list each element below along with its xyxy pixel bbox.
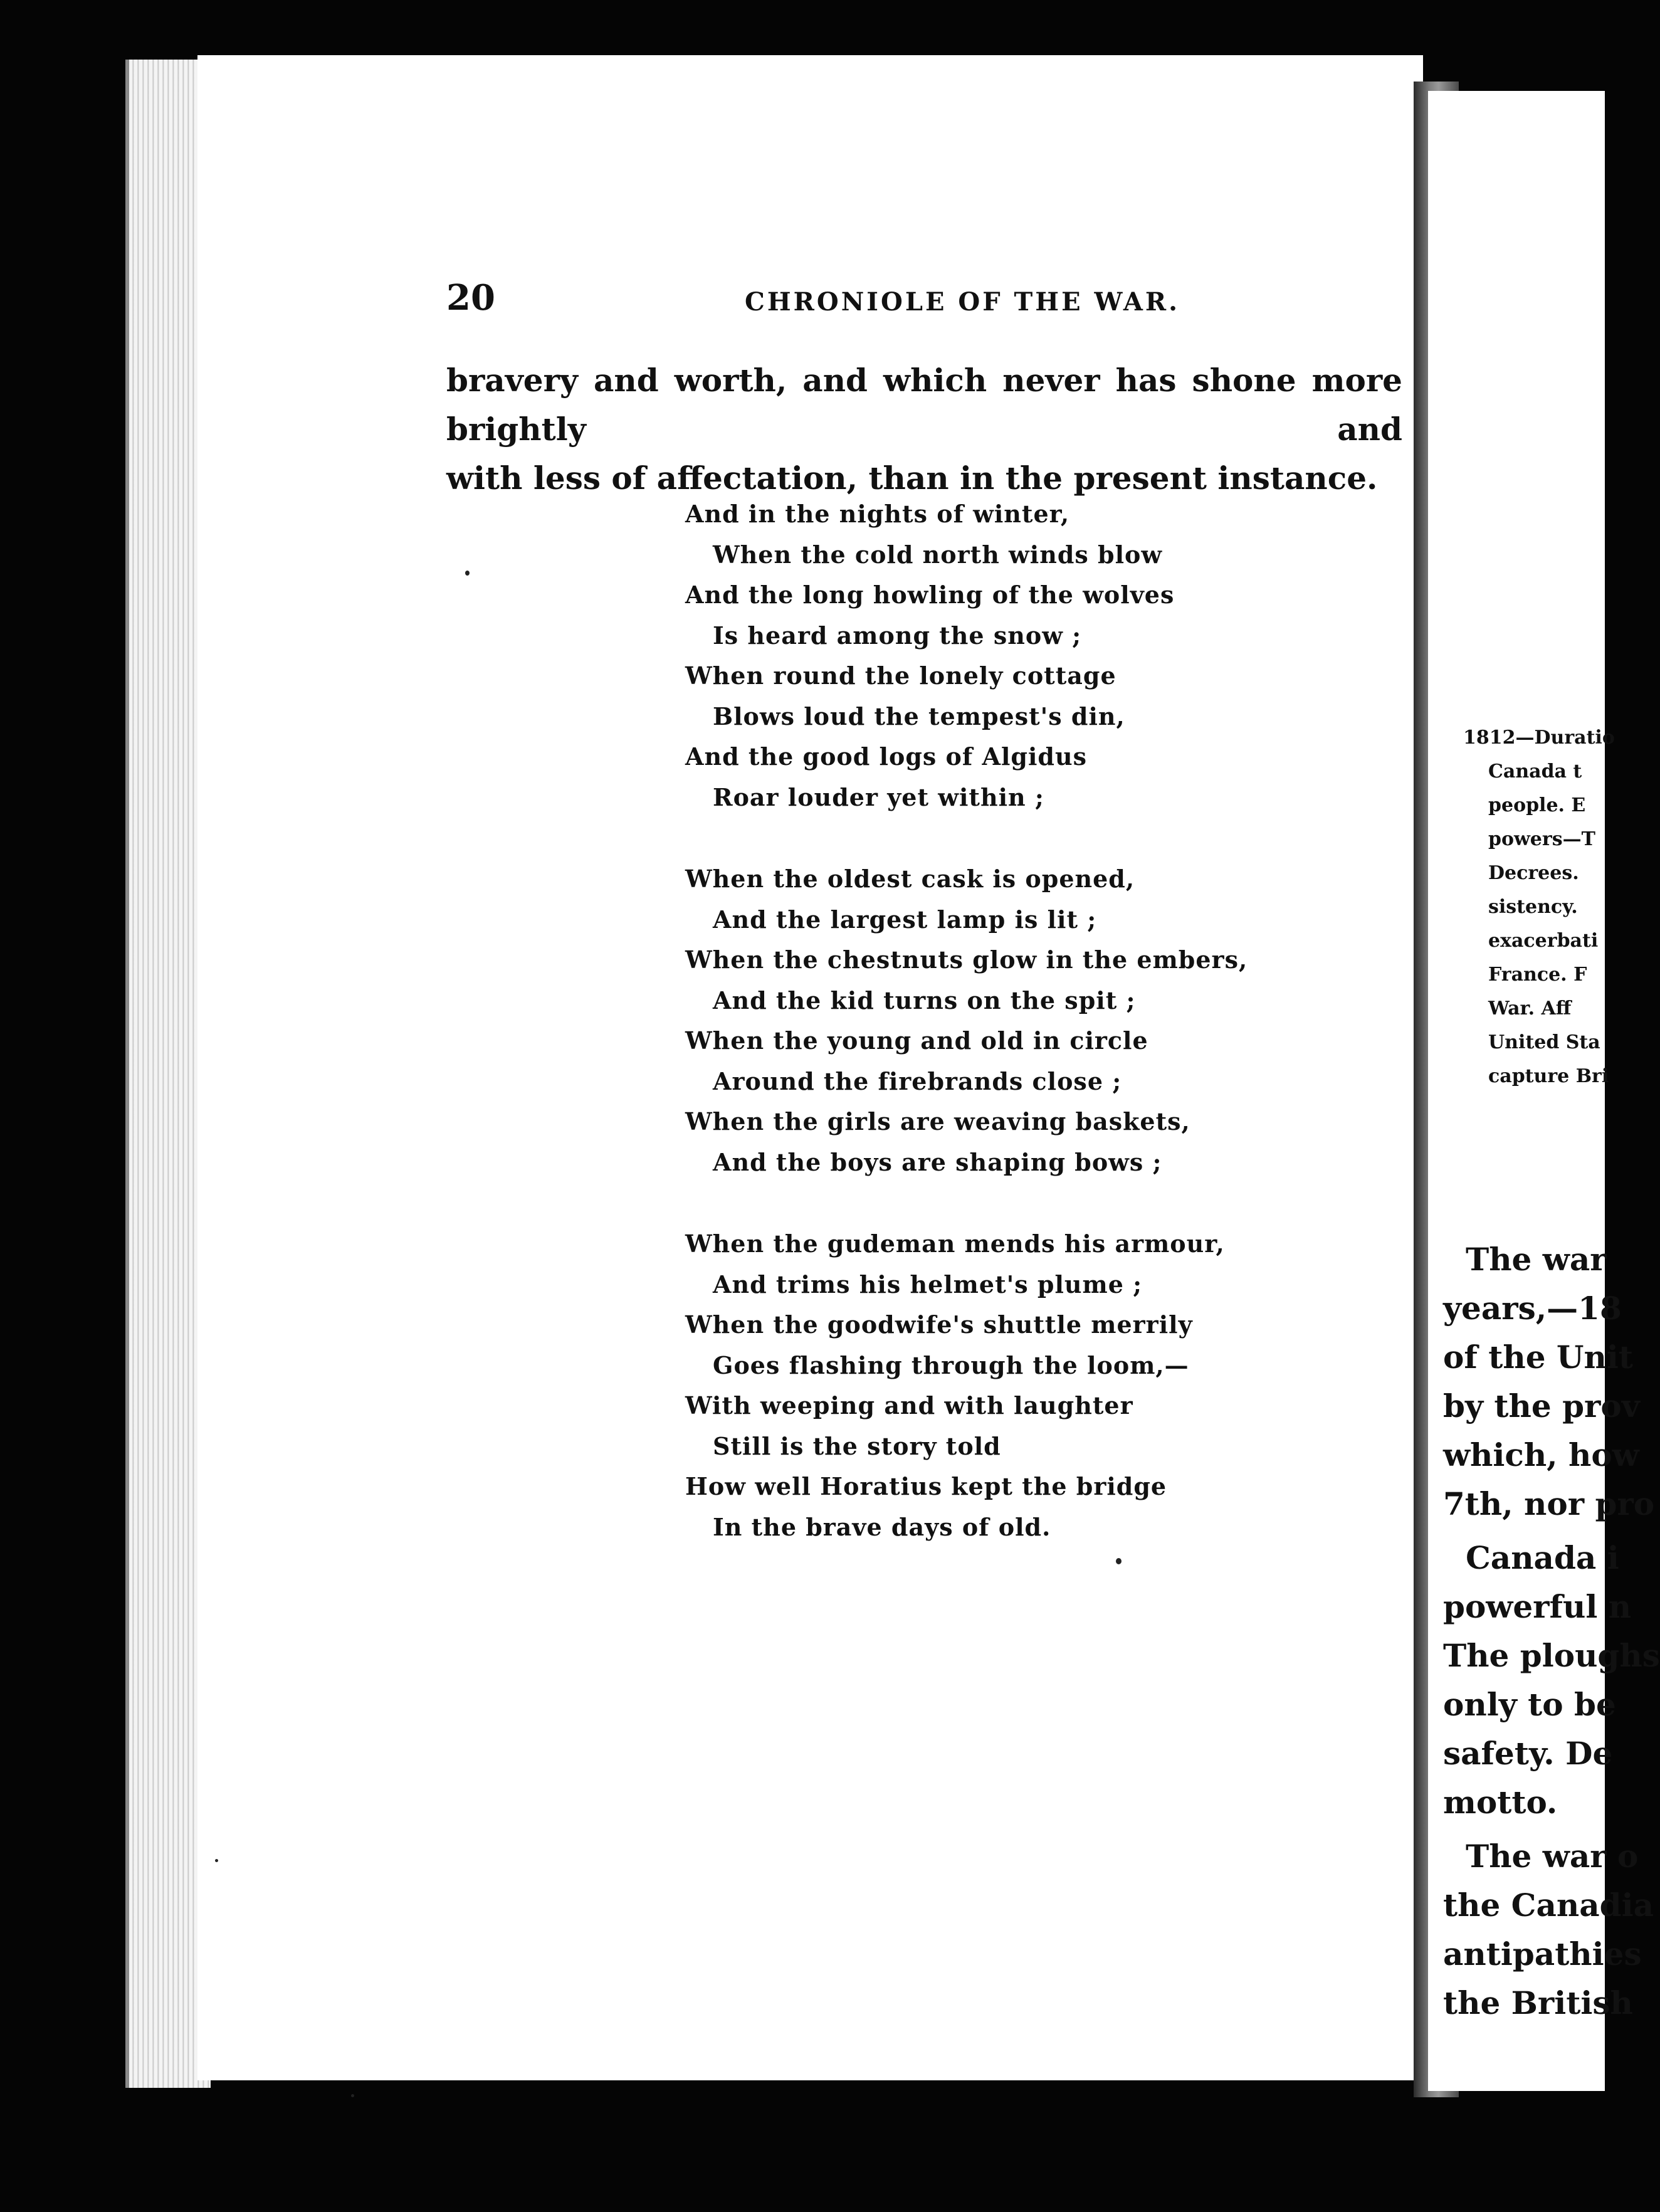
poem-stanza — [685, 494, 1248, 818]
body-line: powerful n — [1443, 1588, 1632, 1625]
scan-speck — [351, 2094, 354, 2097]
summary-line: capture Bri — [1488, 1065, 1609, 1087]
poem-verse: And in the nights of winter, — [685, 500, 1070, 528]
poem-verse: Still is the story told — [713, 1431, 1001, 1460]
body-line: safety. De — [1443, 1735, 1613, 1772]
body-line: 7th, nor pro — [1443, 1485, 1655, 1522]
poem-verse: Goes flashing through the loom,— — [713, 1351, 1189, 1379]
body-line: antipathies — [1443, 1936, 1642, 1972]
poem-verse: And the kid turns on the spit ; — [713, 986, 1136, 1014]
summary-line: United Sta — [1488, 1031, 1600, 1053]
summary-line: Decrees. — [1488, 862, 1579, 884]
summary-line: people. E — [1488, 794, 1586, 816]
body-line: Canada i — [1466, 1539, 1619, 1576]
body-line: The ploughs — [1443, 1637, 1660, 1674]
running-head: CHRONIOLE OF THE WAR. — [745, 287, 1180, 317]
poem-stanza — [685, 1224, 1248, 1547]
poem-verse: How well Horatius kept the bridge — [685, 1472, 1167, 1500]
poem-verse: When the girls are weaving baskets, — [685, 1107, 1190, 1135]
poem-verse: And the largest lamp is lit ; — [713, 905, 1097, 934]
prose-line: bravery and worth, and which never has shone more brightly and — [446, 362, 1402, 448]
summary-line: Canada t — [1488, 761, 1582, 782]
poem-verse: And the good logs of Algidus — [685, 742, 1087, 771]
poem-stanza — [685, 859, 1248, 1182]
poem-verse: Around the firebrands close ; — [713, 1066, 1122, 1095]
body-line: the British — [1443, 1984, 1633, 2021]
poem-verse: When the goodwife's shuttle merrily — [685, 1310, 1193, 1339]
poem-verse: When the gudeman mends his armour, — [685, 1230, 1225, 1258]
body-line: only to be — [1443, 1686, 1616, 1723]
scan-speck — [1116, 1558, 1122, 1564]
right-page-body — [1443, 1235, 1660, 2028]
poem-verse: With weeping and with laughter — [685, 1391, 1133, 1419]
prose-paragraph — [446, 356, 1402, 503]
poem-verse: Is heard among the snow ; — [713, 621, 1082, 650]
body-line: years,—18 — [1443, 1290, 1622, 1327]
poem-verse: And the boys are shaping bows ; — [713, 1147, 1162, 1176]
chapter-summary — [1463, 721, 1615, 1093]
prose-line: with less of affectation, than in the present instance. — [446, 460, 1378, 497]
poem-verse: And trims his helmet's plume ; — [713, 1270, 1143, 1298]
summary-line: powers—T — [1488, 828, 1595, 850]
summary-line: War. Aff — [1488, 998, 1572, 1019]
summary-line: France. F — [1488, 964, 1587, 986]
body-line: which, how — [1443, 1436, 1639, 1473]
poem-verse: When round the lonely cottage — [685, 661, 1116, 690]
poem-verse: In the brave days of old. — [713, 1512, 1051, 1541]
summary-line: sistency. — [1488, 896, 1578, 918]
right-page — [1428, 91, 1660, 2091]
poem-verse: When the cold north winds blow — [713, 540, 1163, 569]
scan-speck — [215, 1859, 218, 1862]
poem-verse: When the oldest cask is opened, — [685, 865, 1135, 893]
summary-line: exacerbati — [1488, 930, 1599, 952]
scan-speck — [465, 571, 470, 576]
poem-verse: When the young and old in circle — [685, 1026, 1148, 1055]
body-line: by the prov — [1443, 1388, 1640, 1425]
body-line: The war o — [1466, 1838, 1639, 1875]
poem-verse: Blows loud the tempest's din, — [713, 702, 1125, 730]
summary-line: 1812—Duratio — [1463, 727, 1615, 749]
poem-verse: When the chestnuts glow in the embers, — [685, 945, 1248, 974]
body-line: of the Unit — [1443, 1339, 1633, 1376]
body-line: The war — [1466, 1241, 1607, 1278]
poem-verse: Roar louder yet within ; — [713, 782, 1044, 811]
body-line: motto. — [1443, 1784, 1558, 1821]
page-number: 20 — [446, 277, 495, 319]
body-line: the Canadia — [1443, 1887, 1654, 1924]
poem — [685, 494, 1248, 1589]
poem-verse: And the long howling of the wolves — [685, 581, 1175, 609]
